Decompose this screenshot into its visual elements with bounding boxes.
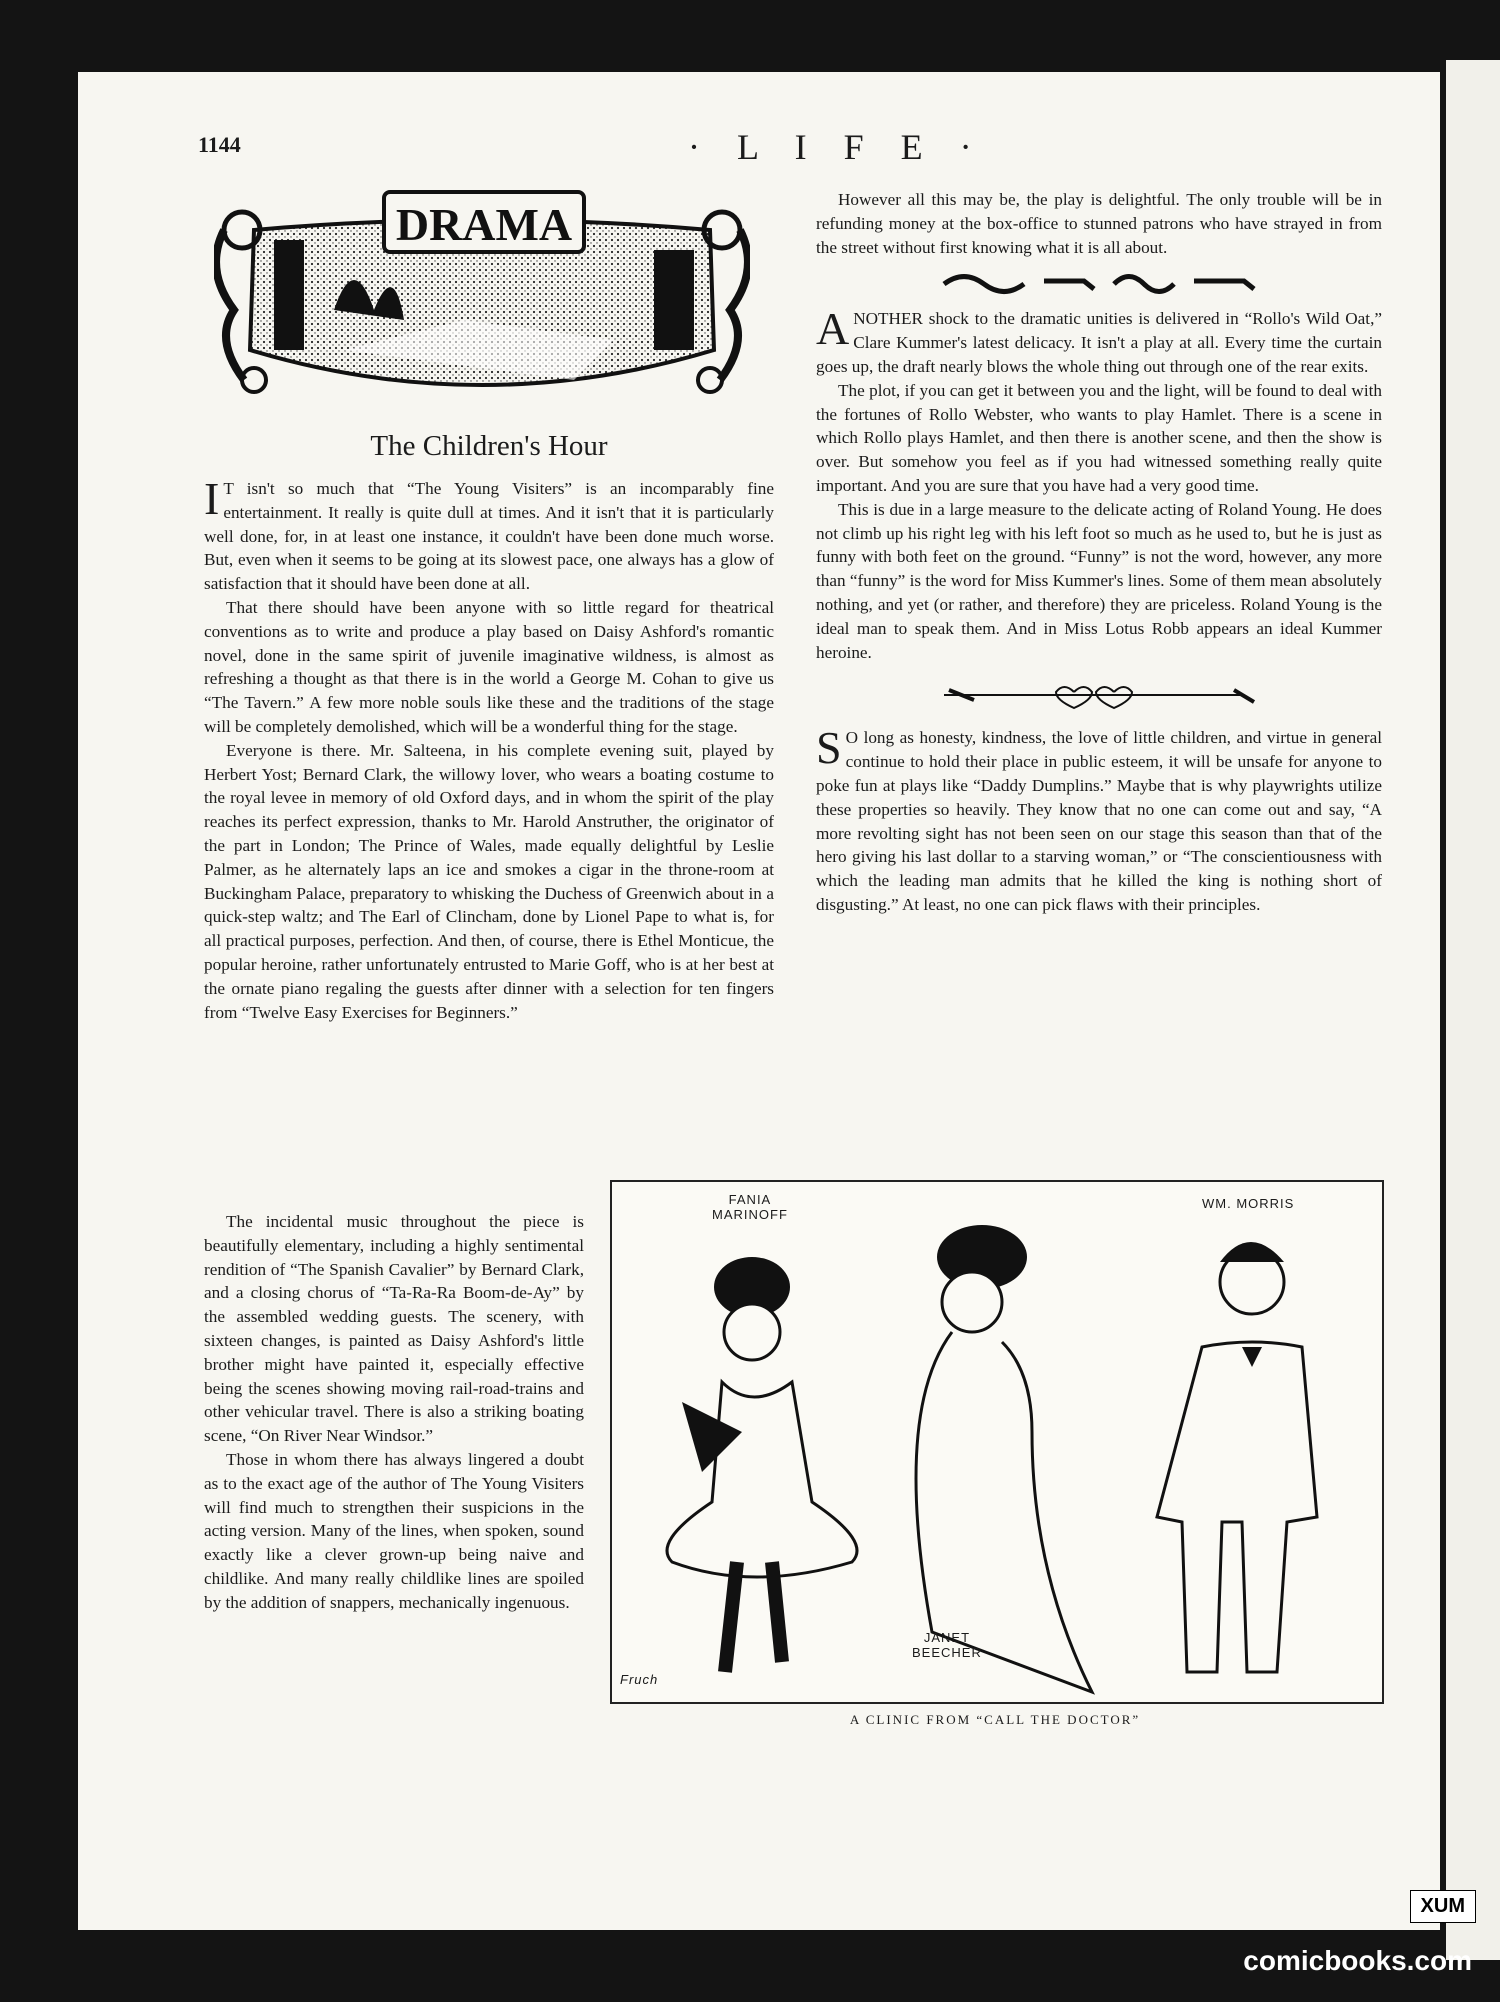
label-janet-beecher: JANET BEECHER bbox=[912, 1630, 982, 1660]
artist-signature: Fruch bbox=[620, 1672, 659, 1687]
cartoon-illustration bbox=[610, 1180, 1384, 1704]
right-intro-paragraph: However all this may be, the play is delightful. The only trouble will be in refunding money at the box-office to stunned patrons who have strayed in from the street without first knowing what it is all about. bbox=[816, 190, 1382, 257]
label-fania-marinoff: FANIA MARINOFF bbox=[712, 1192, 788, 1222]
banner-title: DRAMA bbox=[395, 199, 573, 250]
article2-paragraph-1: ANOTHER shock to the dramatic unities is delivered in “Rollo's Wild Oat,” Clare Kummer's latest delicacy. It isn't a play at all. Every time the curtain goes up, the draft nearly blows the whole thing out through one of the rear exits. bbox=[816, 303, 1382, 376]
masthead: · L I F E · bbox=[688, 127, 986, 167]
label-wm-morris: WM. MORRIS bbox=[1202, 1196, 1295, 1211]
cartoon-drawing bbox=[612, 1182, 1382, 1702]
article1-paragraph-4: The incidental music throughout the piece is beautifully elementary, including a highly sentimental rendition of “The Spanish Cavalier” by Bernard Clark, and a closing chorus of “Ta-Ra-Ra Boom-de-Ay” by the assembled wedding guests. The scenery, with sixteen changes, is painted as Daisy Ashford's little brother might have painted it, especially effective being the scenes showing moving rail-road-trains and other vehicular travel. There is also a striking boating scene, “On River Near Windsor.” bbox=[204, 1212, 584, 1446]
article1-column-bottom bbox=[204, 1210, 584, 1615]
dropcap: I bbox=[204, 473, 220, 524]
article3-paragraph: S O long as honesty, kindness, the love of little children, and virtue in general continue to hold their place in public esteem, it will be unsafe for anyone to poke fun at plays like “Daddy Dumplins.” Maybe that is why playwrights utilize these properties so heavily. They know that no one can come out and say, “A more revolting sight has not been seen on our stage this season than that of the hero giving his last dollar to a starving woman,” or “The conscientiousness with which the leading man admits that he killed the king is nothing short of disgusting.” At least, no one can pick flaws with their principles. bbox=[816, 722, 1382, 914]
page-number: 1144 bbox=[198, 132, 241, 157]
article1-paragraph-1: I T isn't so much that “The Young Visiters” is an incomparably fine entertainment. It really is quite dull at times. And it isn't that it is particularly well done, for, in at least one instance, it couldn't have been done much worse. But, even when it seems to be going at its slowest pace, one always has a glow of satisfaction that it should have been done at all. bbox=[204, 473, 774, 594]
right-column bbox=[816, 188, 1382, 917]
article1-paragraph-5: Those in whom there has always lingered a doubt as to the exact age of the author of The Young Visiters will find much to strengthen their suspicions in the acting version. Many of the lines, when spoken, sound exactly like a clever grown-up being naive and childlike. And many really childlike lines are spoiled by the addition of snappers, mechanically ingenuous. bbox=[204, 1449, 584, 1612]
hearts-ornament bbox=[934, 680, 1264, 710]
article1-paragraph-3: Everyone is there. Mr. Salteena, in his complete evening suit, played by Herbert Yost; Bernard Clark, the willowy lover, who wears a boating costume to the royal levee in memory of old Oxford days, and in whom the spirit of the play reaches its perfect expression, thanks to Mr. Harold Anstruther, the originator of the part in London; The Prince of Wales, made equally delightful by Leslie Palmer, as he alternately laps an ice and smokes a cigar in the throne-room at Buckingham Palace, preparatory to whisking the Duchess of Greenwich about in a quick-step waltz; and The Earl of Clincham, done by Lionel Pape to what is, for all practical purposes, perfection. And then, of course, there is Ethel Monticue, the popular heroine, rather unfortunately entrusted to Marie Goff, who is at her best at the ornate piano regaling the guests after dinner with a selection for ten fingers from “Twelve Easy Exercises for Beginners.” bbox=[204, 740, 774, 1022]
article2-paragraph-3: This is due in a large measure to the delicate acting of Roland Young. He does not climb up his right leg with his left foot so much as he used to, but he is just as funny with both feet on the ground. “Funny” is not the word, however, any more than “funny” is the word for Miss Kummer's lines. Some of them mean absolutely nothing, and yet (or rather, and therefore) they are priceless. Roland Young is the ideal man to speak them. And in Miss Lotus Robb appears an ideal Kummer heroine. bbox=[816, 499, 1382, 662]
article1-column-top bbox=[204, 473, 774, 1024]
animal-ornament bbox=[934, 269, 1264, 299]
next-page-edge bbox=[1446, 60, 1500, 1960]
source-tag: XUM bbox=[1410, 1890, 1476, 1923]
article-headline: The Children's Hour bbox=[370, 430, 608, 462]
cartoon-caption: A CLINIC FROM “CALL THE DOCTOR” bbox=[849, 1712, 1141, 1727]
watermark: comicbooks.com bbox=[1243, 1945, 1472, 1976]
article2-paragraph-2: The plot, if you can get it between you and the light, will be found to deal with the fortunes of Rollo Webster, who wants to play Hamlet. There is a scene in which Rollo plays Hamlet, and then there is another scene, and then the show is over. But somehow you feel as if you had witnessed something really quite important. And you are sure that you have had a very good time. bbox=[816, 380, 1382, 495]
article1-paragraph-2: That there should have been anyone with so little regard for theatrical conventions as to write and produce a play based on Daisy Ashford's romantic novel, done in the same spirit of juvenile imaginative wildness, is almost as refreshing a thought as that there is in the world a George M. Cohan to give us “The Tavern.” A few more noble souls like these and the traditions of the stage will be completely demolished, which will be a wonderful thing for the stage. bbox=[204, 597, 774, 736]
drama-banner-illustration bbox=[214, 190, 750, 412]
